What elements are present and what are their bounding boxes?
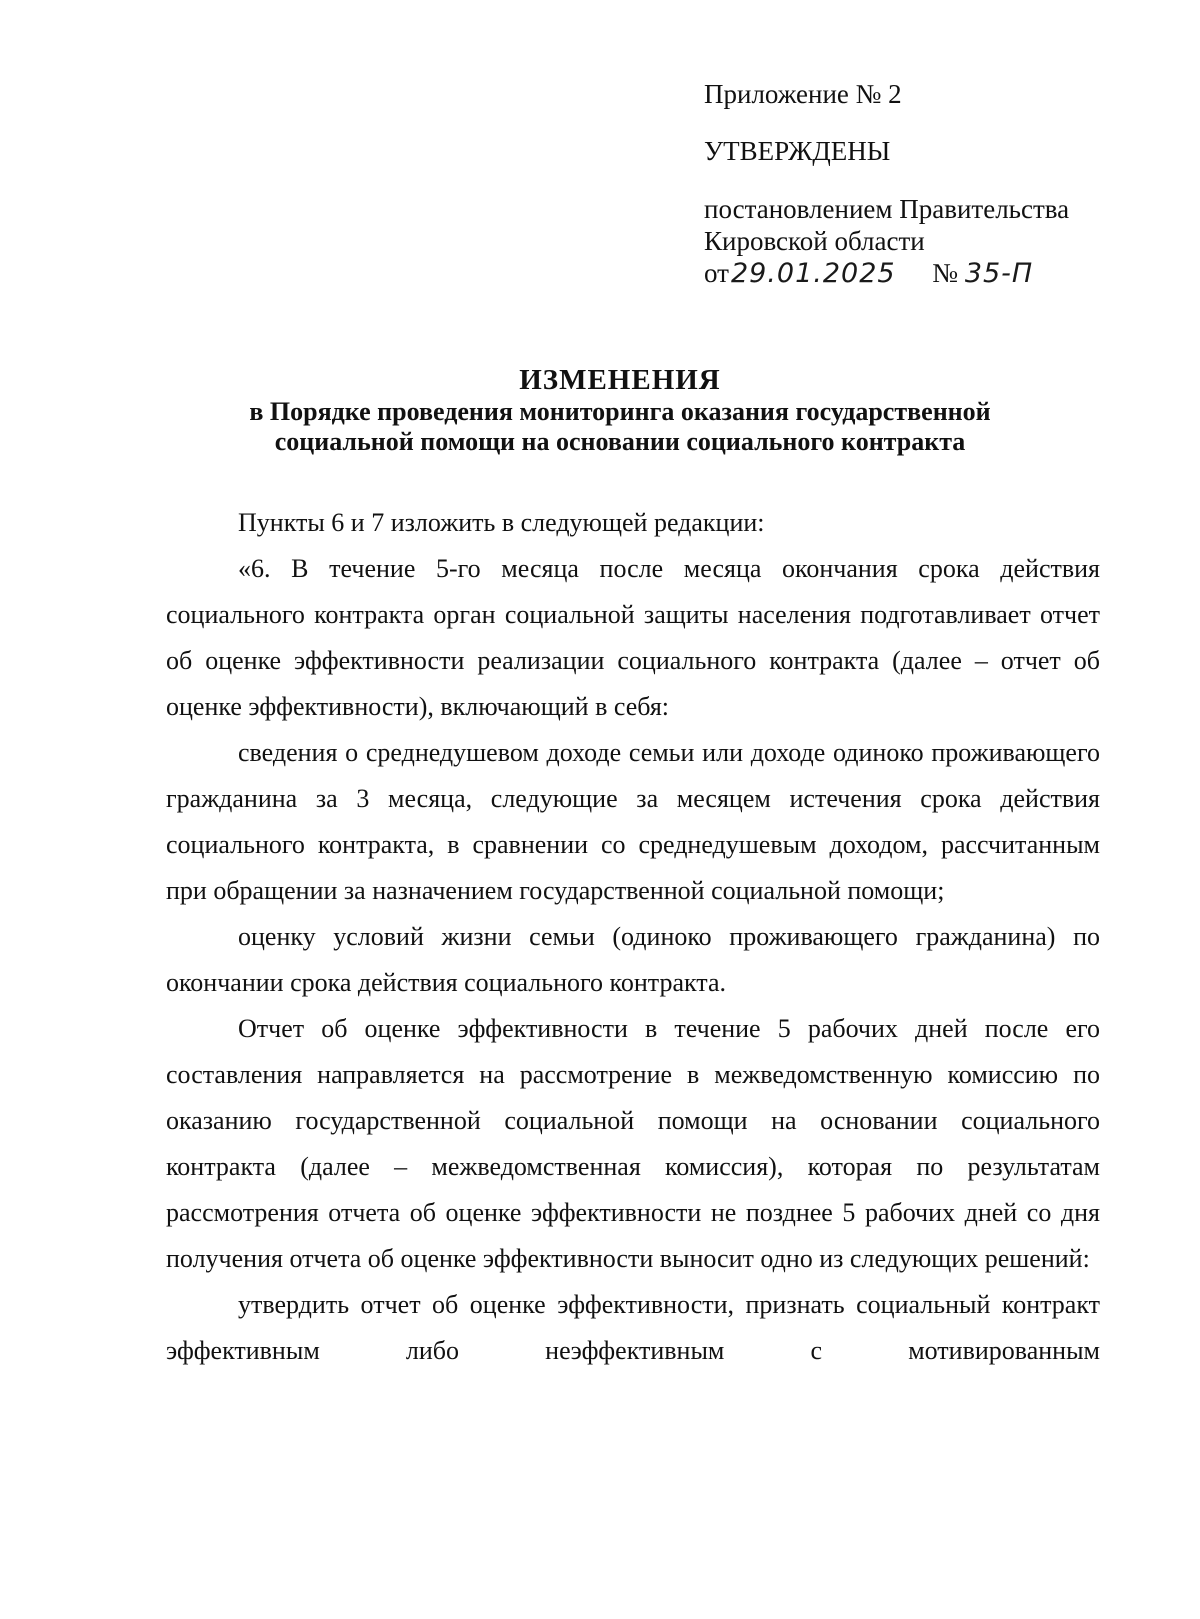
handwritten-date: 29.01.2025 (730, 258, 896, 289)
subtitle-line-2: социальной помощи на основании социального контракта (274, 427, 966, 456)
decree-line-1: постановлением Правительства (704, 194, 1070, 224)
paragraph-report-review: Отчет об оценке эффективности в течение 5 рабочих дней после его составления направляется на рассмотрение в межведомственную комиссию по оказанию государственной социальной помощи на основании социального контракта (далее – межведомственная комиссия), которая по результатам рассмотрения отчета об оценке эффективности не позднее 5 рабочих дней со дня получения отчета об оценке эффективности выносит одно из следующих решений: (166, 1014, 1100, 1273)
approval-block (704, 78, 1144, 290)
document-title: ИЗМЕНЕНИЯ (519, 364, 721, 396)
paragraph-decision-1: утвердить отчет об оценке эффективности, признать социальный контракт эффективным либо неэффективным с мотивированным (166, 1290, 1100, 1365)
paragraph-intro: Пункты 6 и 7 изложить в следующей редакции: (238, 508, 765, 537)
document-heading (140, 365, 1100, 457)
decree-date-line (704, 257, 1144, 290)
subtitle-line-1: в Порядке проведения мониторинга оказания государственной (249, 397, 991, 426)
date-prefix: от (704, 258, 729, 288)
document-body (166, 500, 1100, 1374)
number-prefix: № (932, 258, 959, 288)
handwritten-number: 35-П (964, 258, 1034, 289)
approved-label: УТВЕРЖДЕНЫ (704, 136, 891, 166)
paragraph-income-info: сведения о среднедушевом доходе семьи или доходе одиноко проживающего гражданина за 3 месяца, следующие за месяцем истечения срока действия социального контракта, в сравнении со среднедушевым доходом, рассчитанным при обращении за назначением государственной социальной помощи; (166, 738, 1100, 905)
appendix-label: Приложение № 2 (704, 79, 902, 109)
paragraph-living-conditions: оценку условий жизни семьи (одиноко проживающего гражданина) по окончании срока действия социального контракта. (166, 922, 1100, 997)
decree-line-2: Кировской области (704, 226, 925, 256)
paragraph-item-6: «6. В течение 5-го месяца после месяца окончания срока действия социального контракта орган социальной защиты населения подготавливает отчет об оценке эффективности реализации социального контракта (далее – отчет об оценке эффективности), включающий в себя: (166, 554, 1100, 721)
